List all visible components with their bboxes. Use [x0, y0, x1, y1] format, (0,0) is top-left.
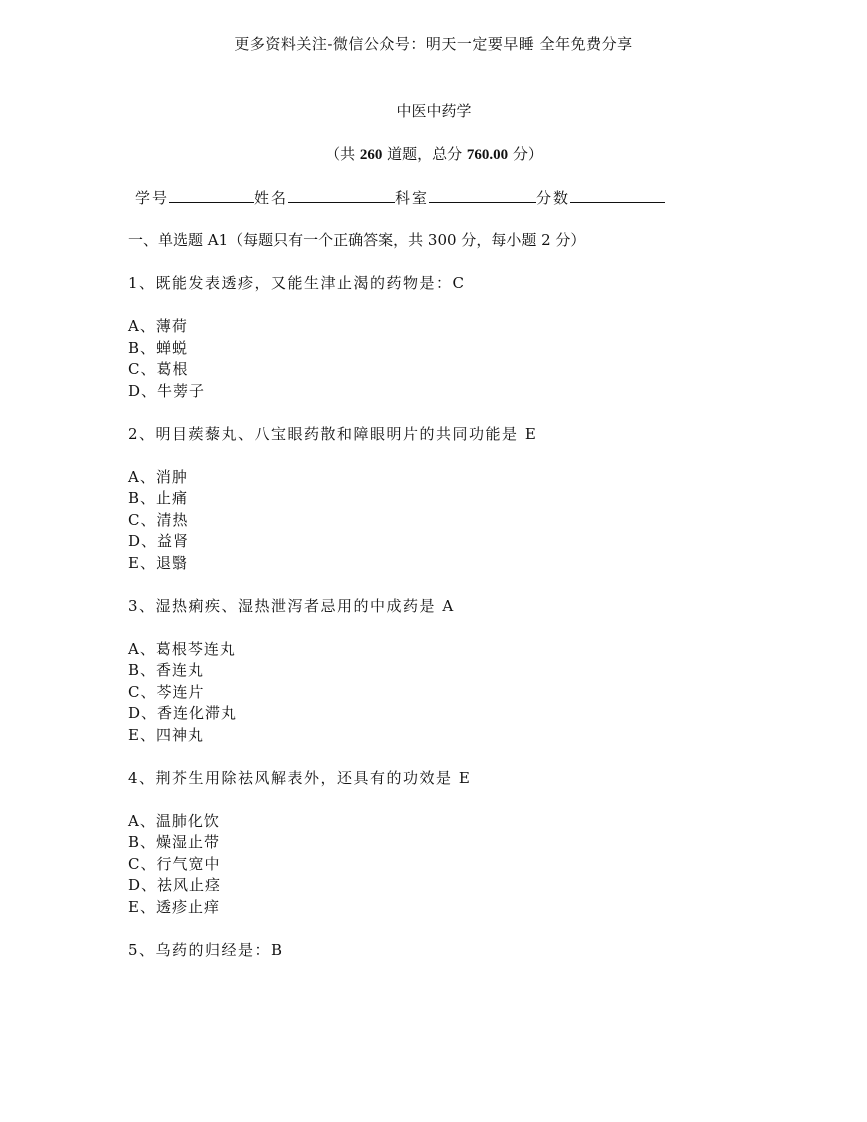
score-label: 分数	[536, 189, 571, 207]
question-block	[128, 273, 768, 424]
question-list	[128, 273, 768, 961]
department-label: 科室	[395, 189, 430, 207]
question-text: 5、乌药的归经是：B	[128, 940, 284, 959]
student-id-label: 学号	[135, 189, 170, 207]
summary-mid: 道题，总分	[382, 145, 467, 163]
question-text: 2、明目蒺藜丸、八宝眼药散和障眼明片的共同功能是 E	[128, 424, 538, 443]
answer-option: C、葛根	[128, 360, 189, 378]
answer-option: C、行气宽中	[128, 854, 221, 873]
answer-option: E、退翳	[128, 553, 188, 572]
total-score: 760.00	[466, 147, 509, 163]
exam-summary	[128, 144, 740, 166]
page-header: 更多资料关注-微信公众号：明天一定要早睡 全年免费分享	[234, 35, 633, 53]
page-title: 中医中药学	[396, 102, 472, 120]
name-field[interactable]	[288, 187, 395, 203]
summary-prefix: （共	[325, 145, 360, 163]
department-field[interactable]	[429, 187, 536, 203]
answer-option: B、止痛	[128, 489, 189, 507]
question-count: 260	[359, 147, 383, 163]
answer-option: E、透疹止痒	[128, 897, 220, 916]
question-block	[128, 424, 768, 596]
question-block	[128, 940, 768, 962]
answer-option: E、四神丸	[128, 725, 204, 744]
answer-option: C、芩连片	[128, 682, 205, 701]
answer-option: A、消肿	[128, 467, 188, 486]
answer-option: A、葛根芩连丸	[128, 639, 236, 658]
student-info-fields	[128, 187, 768, 209]
question-block	[128, 596, 768, 768]
answer-option: B、蝉蜕	[128, 338, 189, 357]
name-label: 姓名	[254, 189, 289, 207]
answer-option: C、清热	[128, 510, 189, 529]
document-body	[128, 101, 768, 961]
question-text: 3、湿热痢疾、湿热泄泻者忌用的中成药是 A	[128, 596, 455, 615]
question-text: 4、荆芥生用除祛风解表外，还具有的功效是 E	[128, 768, 472, 787]
answer-option: D、祛风止痉	[128, 876, 222, 894]
answer-option: D、益肾	[128, 532, 190, 550]
answer-option: A、温肺化饮	[128, 811, 220, 830]
answer-option: D、牛蒡子	[128, 381, 206, 400]
score-field[interactable]	[570, 187, 665, 203]
question-text: 1、既能发表透疹，又能生津止渴的药物是：C	[128, 274, 466, 292]
question-block	[128, 768, 768, 940]
section-heading: 一、单选题 A1（每题只有一个正确答案，共 300 分，每小题 2 分）	[128, 231, 586, 249]
answer-option: B、燥湿止带	[128, 833, 221, 851]
answer-option: A、薄荷	[128, 317, 188, 335]
answer-option: D、香连化滞丸	[128, 704, 238, 722]
summary-suffix: 分）	[508, 145, 543, 163]
answer-option: B、香连丸	[128, 661, 205, 679]
student-id-field[interactable]	[169, 187, 254, 203]
